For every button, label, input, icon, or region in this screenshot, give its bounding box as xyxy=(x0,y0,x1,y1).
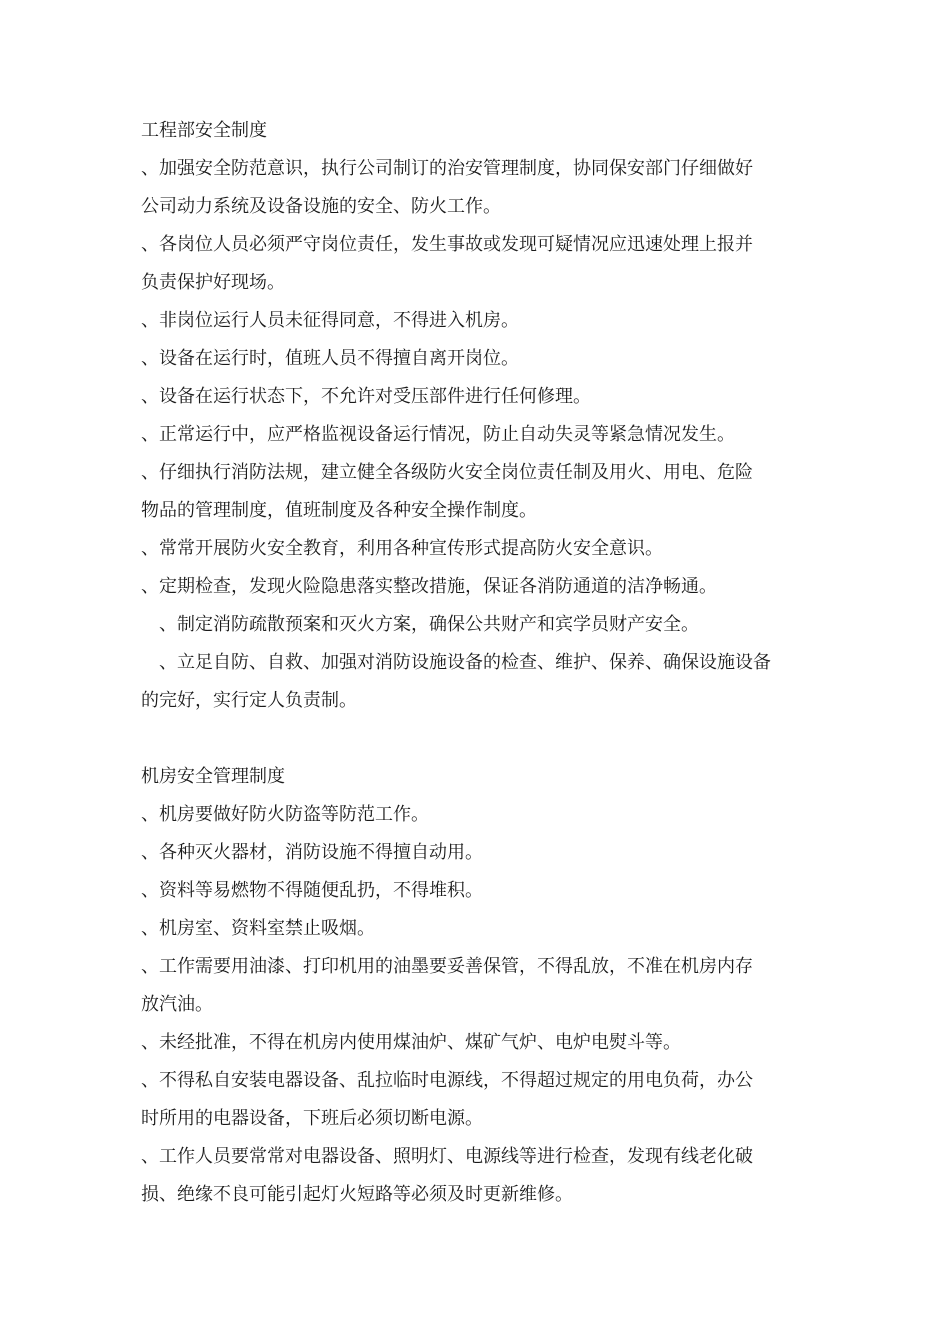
line: 公司动力系统及设备设施的安全、防火工作。 xyxy=(141,196,501,217)
line: 、未经批准，不得在机房内使用煤油炉、煤矿气炉、电炉电熨斗等。 xyxy=(141,1032,681,1053)
line: 、加强安全防范意识，执行公司制订的治安管理制度，协同保安部门仔细做好 xyxy=(141,158,753,179)
line: 、设备在运行状态下，不允许对受压部件进行任何修理。 xyxy=(141,386,591,407)
section-title-machine-room: 机房安全管理制度 xyxy=(141,766,285,787)
line: 、正常运行中，应严格监视设备运行情况，防止自动失灵等紧急情况发生。 xyxy=(141,424,735,445)
line: 、工作需要用油漆、打印机用的油墨要妥善保管，不得乱放，不准在机房内存 xyxy=(141,956,753,977)
line: 、设备在运行时，值班人员不得擅自离开岗位。 xyxy=(141,348,519,369)
line: 物品的管理制度，值班制度及各种安全操作制度。 xyxy=(141,500,537,521)
line: 时所用的电器设备，下班后必须切断电源。 xyxy=(141,1108,483,1129)
line: 损、绝缘不良可能引起灯火短路等必须及时更新维修。 xyxy=(141,1184,573,1205)
line: 、机房室、资料室禁止吸烟。 xyxy=(141,918,375,939)
line: 、各种灭火器材，消防设施不得擅自动用。 xyxy=(141,842,483,863)
line: 、不得私自安装电器设备、乱拉临时电源线，不得超过规定的用电负荷，办公 xyxy=(141,1070,753,1091)
line: 放汽油。 xyxy=(141,994,213,1015)
line: 的完好，实行定人负责制。 xyxy=(141,690,357,711)
line: 、仔细执行消防法规，建立健全各级防火安全岗位责任制及用火、用电、危险 xyxy=(141,462,753,483)
line: 、制定消防疏散预案和灭火方案，确保公共财产和宾学员财产安全。 xyxy=(159,614,699,635)
line: 、资料等易燃物不得随便乱扔，不得堆积。 xyxy=(141,880,483,901)
line: 负责保护好现场。 xyxy=(141,272,285,293)
section-spacer xyxy=(141,720,821,758)
line: 、立足自防、自救、加强对消防设施设备的检查、维护、保养、确保设施设备 xyxy=(159,652,771,673)
line: 、定期检查，发现火险隐患落实整改措施，保证各消防通道的洁净畅通。 xyxy=(141,576,717,597)
line: 、机房要做好防火防盗等防范工作。 xyxy=(141,804,429,825)
line: 、常常开展防火安全教育，利用各种宣传形式提高防火安全意识。 xyxy=(141,538,663,559)
line: 、工作人员要常常对电器设备、照明灯、电源线等进行检查，发现有线老化破 xyxy=(141,1146,753,1167)
line: 、各岗位人员必须严守岗位责任，发生事故或发现可疑情况应迅速处理上报并 xyxy=(141,234,753,255)
line: 、非岗位运行人员未征得同意，不得进入机房。 xyxy=(141,310,519,331)
document-body xyxy=(141,112,821,1214)
section-title-engineering: 工程部安全制度 xyxy=(141,120,267,141)
